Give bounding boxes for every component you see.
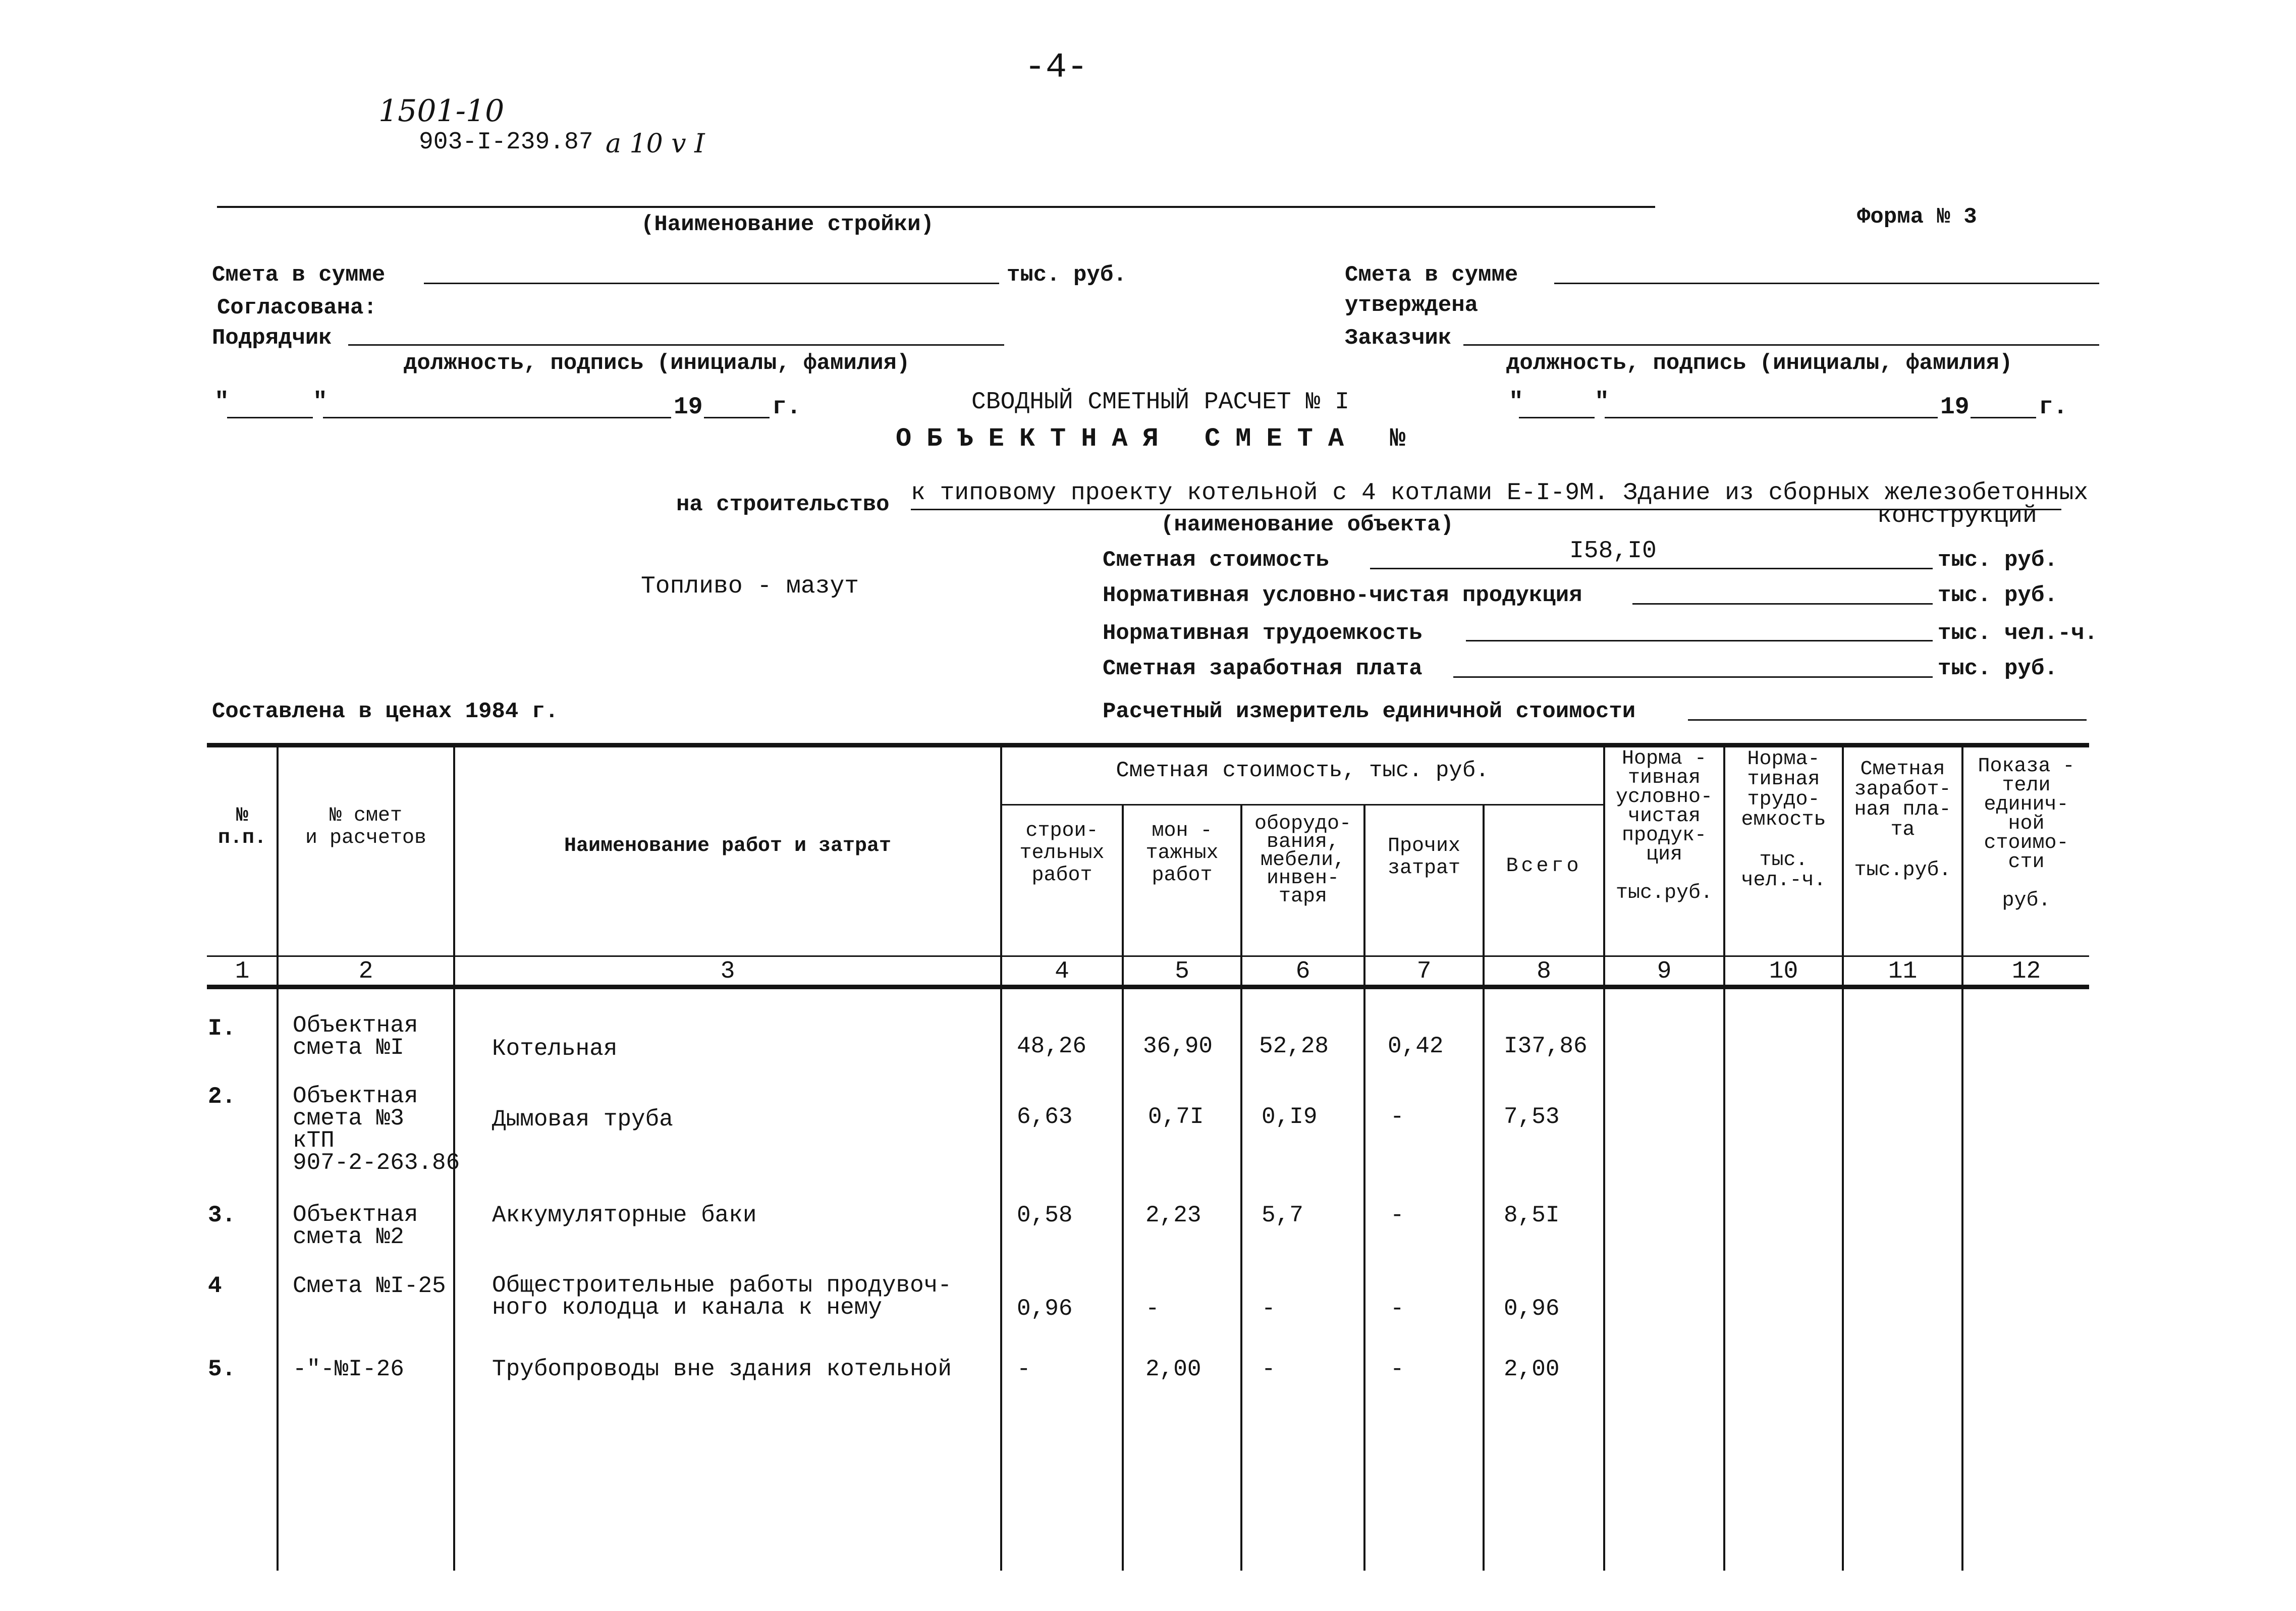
indicator-unit-meter-label: Расчетный измеритель единичной стоимости — [1103, 699, 1636, 724]
prices-note: Составлена в ценах 1984 г. — [212, 699, 559, 724]
page-number: -4- — [1024, 48, 1088, 88]
right-year-line — [1971, 417, 2036, 418]
left-signature-caption: должность, подпись (инициалы, фамилия) — [404, 351, 910, 376]
row-other: - — [1390, 1356, 1404, 1382]
row-estimate-ref: Объектная смета №I — [293, 1012, 418, 1061]
column-number: 12 — [2011, 958, 2041, 985]
indicator-net-production-line — [1632, 603, 1933, 605]
left-estimate-sum-label: Смета в сумме — [212, 262, 386, 288]
column-number: 2 — [358, 958, 373, 985]
right-date-quote-close: " — [1595, 389, 1609, 416]
row-construction: 0,58 — [1017, 1202, 1073, 1228]
right-date-month-line — [1605, 417, 1938, 418]
header-construction-works: строи- тельных работ — [1019, 820, 1105, 887]
column-number: 8 — [1537, 958, 1551, 985]
col-divider — [1483, 804, 1485, 1571]
form-number: Форма № 3 — [1857, 204, 1977, 230]
indicator-wages-label: Сметная заработная плата — [1103, 656, 1423, 681]
header-estimate-number: № смет и расчетов — [305, 804, 427, 849]
row-construction: 48,26 — [1017, 1033, 1087, 1059]
indicator-wages-line — [1453, 676, 1933, 678]
customer-line — [1463, 344, 2099, 346]
indicator-wages-unit: тыс. руб. — [1938, 656, 2058, 681]
column-number: 9 — [1657, 958, 1672, 985]
indicator-cost-label: Сметная стоимость — [1103, 548, 1329, 573]
row-installation: 36,90 — [1143, 1033, 1213, 1059]
col-divider — [1240, 804, 1242, 1571]
row-work-name: Котельная — [492, 1036, 618, 1062]
row-installation: 0,7I — [1148, 1104, 1204, 1130]
left-date-quote-close: " — [313, 389, 327, 416]
row-equipment: - — [1262, 1296, 1276, 1322]
col-divider — [1363, 804, 1365, 1571]
row-total: 0,96 — [1504, 1296, 1560, 1322]
header-net-production: Норма - тивная условно- чистая продук- ция тыс.руб. — [1615, 747, 1713, 904]
left-year-suffix: г. — [772, 394, 801, 421]
indicator-cost-value: I58,I0 — [1569, 538, 1657, 565]
right-date-day-line — [1519, 417, 1595, 418]
handwritten-reference: 1501-10 — [378, 93, 505, 129]
row-other: - — [1390, 1104, 1404, 1130]
row-number: I. — [208, 1015, 236, 1042]
header-bottom-rule — [207, 955, 2089, 957]
right-estimate-sum-label: Смета в сумме — [1345, 262, 1518, 288]
row-other: - — [1390, 1296, 1404, 1322]
row-work-name: Аккумуляторные баки — [492, 1202, 757, 1228]
row-number: 4 — [208, 1273, 222, 1299]
row-total: 7,53 — [1504, 1104, 1560, 1130]
row-other: 0,42 — [1388, 1033, 1444, 1059]
column-number: 4 — [1055, 958, 1069, 985]
column-number: 6 — [1295, 958, 1310, 985]
row-work-name: Дымовая труба — [492, 1106, 673, 1133]
header-labor-intensity: Норма- тивная трудо- емкость тыс. чел.-ч. — [1741, 748, 1826, 892]
row-other: - — [1390, 1202, 1404, 1228]
header-other-costs: Прочих затрат — [1387, 835, 1461, 880]
row-construction: 0,96 — [1017, 1296, 1073, 1322]
right-signature-caption: должность, подпись (инициалы, фамилия) — [1506, 351, 2013, 376]
left-estimate-sum-unit: тыс. руб. — [1007, 262, 1127, 288]
column-numbers-rule — [207, 985, 2089, 989]
row-estimate-ref: Объектная смета №2 — [293, 1202, 418, 1250]
right-year-suffix: г. — [2039, 394, 2068, 421]
indicator-labor-line — [1466, 640, 1933, 641]
row-equipment: 5,7 — [1262, 1202, 1303, 1228]
header-wages: Сметная заработ- ная пла- та тыс.руб. — [1854, 758, 1951, 882]
right-date-quote-open: " — [1509, 389, 1523, 416]
left-year-line — [704, 417, 770, 418]
header-estimated-cost-group: Сметная стоимость, тыс. руб. — [1116, 758, 1489, 783]
header-unit-cost-indicators: Показа - тели единич- ной стоимо- сти руб. — [1978, 755, 2075, 912]
left-date-month-line — [323, 417, 671, 418]
construction-value: к типовому проекту котельной с 4 котлами Е-I-9М. Здание из сборных железобетонных — [911, 479, 2089, 507]
construction-value-continued: конструкций — [1877, 502, 2037, 529]
column-number: 10 — [1769, 958, 1798, 985]
construction-caption: (Наименование стройки) — [641, 212, 934, 237]
column-number: 1 — [235, 958, 250, 985]
col-divider — [277, 743, 279, 1571]
row-estimate-ref: Смета №I-25 — [293, 1273, 446, 1299]
row-installation: - — [1145, 1296, 1160, 1322]
left-estimate-sum-line — [424, 283, 999, 284]
column-number: 3 — [720, 958, 735, 985]
row-work-name: Общестроительные работы продувоч- ного колодца и канала к нему — [492, 1272, 952, 1321]
construction-label: на строительство — [676, 492, 890, 517]
header-work-name: Наименование работ и затрат — [564, 835, 892, 857]
indicator-cost-line — [1370, 568, 1933, 569]
column-number: 5 — [1175, 958, 1189, 985]
customer-label: Заказчик — [1345, 326, 1452, 351]
indicator-cost-unit: тыс. руб. — [1938, 548, 2058, 573]
right-year-prefix: 19 — [1940, 394, 1970, 421]
col-divider — [1122, 804, 1124, 1571]
row-installation: 2,00 — [1145, 1356, 1201, 1382]
row-equipment: 52,28 — [1259, 1033, 1329, 1059]
row-number: 3. — [208, 1202, 236, 1228]
row-construction: - — [1017, 1356, 1031, 1382]
header-equipment: оборудо- вания, мебели, инвен- таря — [1254, 813, 1352, 908]
row-number: 2. — [208, 1084, 236, 1110]
row-equipment: - — [1262, 1356, 1276, 1382]
right-estimate-sum-line — [1554, 283, 2099, 284]
column-number: 11 — [1888, 958, 1918, 985]
row-work-name: Трубопроводы вне здания котельной — [492, 1356, 952, 1382]
indicator-net-production-unit: тыс. руб. — [1938, 583, 2058, 608]
contractor-label: Подрядчик — [212, 326, 332, 351]
row-estimate-ref: -"-№I-26 — [293, 1356, 404, 1382]
indicator-net-production-label: Нормативная условно-чистая продукция — [1103, 583, 1582, 608]
row-number: 5. — [208, 1356, 236, 1382]
indicator-labor-label: Нормативная трудоемкость — [1103, 621, 1423, 646]
summary-title: СВОДНЫЙ СМЕТНЫЙ РАСЧЕТ № I — [971, 389, 1349, 416]
document-code: 903-I-239.87 — [419, 129, 593, 156]
row-estimate-ref: Объектная смета №3 кТП 907-2-263.86 — [293, 1083, 460, 1176]
indicator-labor-unit: тыс. чел.-ч. — [1938, 621, 2098, 646]
header-total: Всего — [1506, 855, 1582, 878]
left-date-day-line — [227, 417, 313, 418]
row-total: 2,00 — [1504, 1356, 1560, 1382]
fuel-label: Топливо - мазут — [641, 573, 859, 600]
table-top-rule — [207, 743, 2089, 747]
row-construction: 6,63 — [1017, 1104, 1073, 1130]
indicator-unit-meter-line — [1688, 719, 2087, 721]
document-code-handwritten: a 10 v I — [606, 129, 705, 159]
group-header-rule — [1002, 804, 1605, 806]
left-date-quote-open: " — [214, 389, 229, 416]
column-number: 7 — [1416, 958, 1432, 985]
construction-line — [217, 206, 1655, 208]
object-name-caption: (наименование объекта) — [1161, 512, 1454, 538]
header-installation-works: мон - тажных работ — [1145, 820, 1219, 887]
object-estimate-title: ОБЪЕКТНАЯ СМЕТА № — [896, 424, 1421, 454]
row-equipment: 0,I9 — [1262, 1104, 1318, 1130]
agreed-label: Согласована: — [217, 295, 377, 320]
left-year-prefix: 19 — [674, 394, 703, 421]
row-total: I37,86 — [1504, 1033, 1588, 1059]
contractor-line — [348, 344, 1004, 346]
row-total: 8,5I — [1504, 1202, 1560, 1228]
header-row-number: № п.п. — [217, 804, 266, 849]
row-installation: 2,23 — [1145, 1202, 1201, 1228]
approved-label: утверждена — [1345, 293, 1479, 318]
